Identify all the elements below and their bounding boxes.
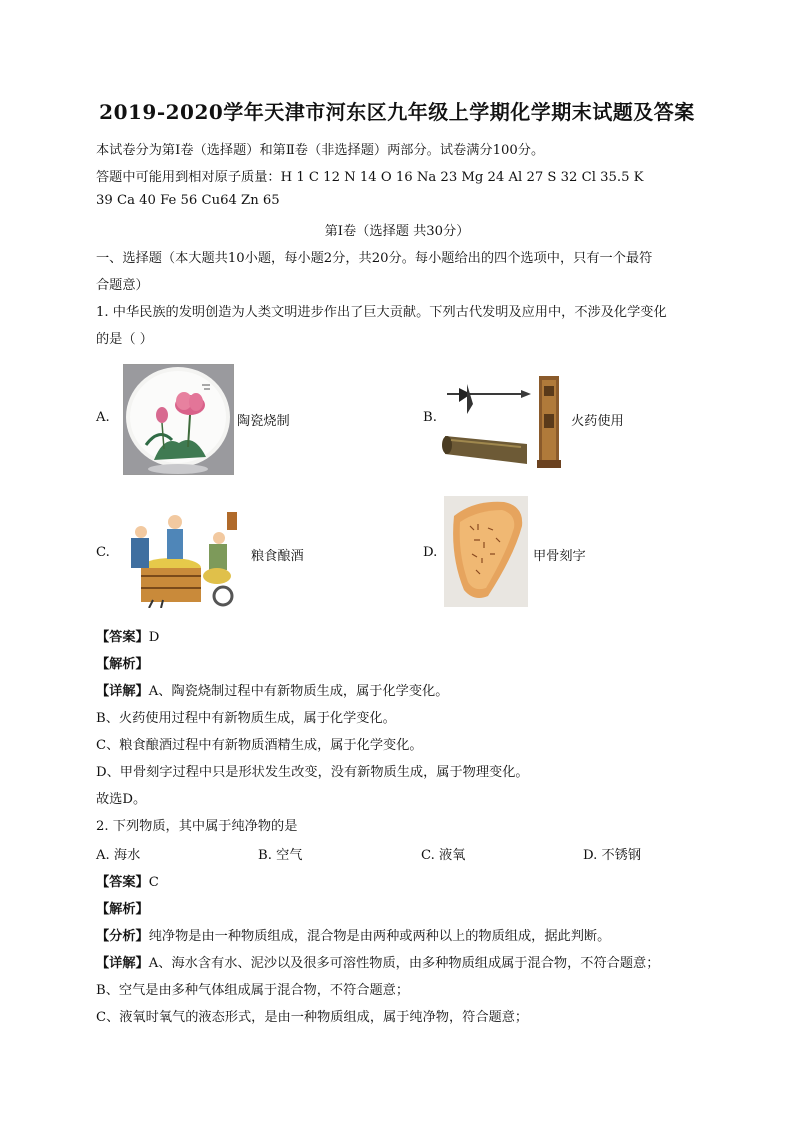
intro-line-3: 39 Ca 40 Fe 56 Cu64 Zn 65: [96, 193, 280, 208]
q2-option-b: [258, 844, 302, 863]
q2-stem: 2. 下列物质，其中属于纯净物的是: [96, 819, 298, 834]
q1-option-a-letter: A.: [96, 410, 110, 425]
q1-stem-line-2: 的是（ ）: [96, 332, 153, 347]
q2-option-d-letter: D.: [583, 848, 598, 863]
q1-answer-value: D: [148, 630, 160, 645]
q2-fenxi-text: 纯净物是由一种物质组成，混合物是由两种或两种以上的物质组成，据此判断。: [148, 929, 611, 944]
q2-option-a-text: 海水: [113, 848, 141, 863]
q2-option-c-text: 液氧: [439, 848, 466, 863]
q2-detail-a: [96, 952, 659, 971]
q2-option-c-letter: C.: [421, 848, 435, 863]
wine-brewing-image: [123, 500, 239, 608]
q1-detail-a: [96, 680, 448, 699]
q2-option-d-text: 不锈钢: [601, 848, 642, 863]
q1-option-a-label: 陶瓷烧制: [237, 414, 290, 429]
q1-answer-line: [96, 626, 159, 645]
q1-option-b-label: 火药使用: [571, 414, 624, 429]
q2-fenxi: [96, 925, 610, 944]
fenxi-tag: 【分析】: [96, 929, 149, 944]
q1-conclusion: 故选D。: [96, 792, 147, 807]
q1-detail-d: D、甲骨刻字过程中只是形状发生改变，没有新物质生成，属于物理变化。: [96, 765, 529, 780]
q2-option-c: [421, 844, 465, 863]
document-title: 2019-2020学年天津市河东区九年级上学期化学期末试题及答案: [99, 100, 695, 124]
q2-option-a-letter: A.: [96, 848, 110, 863]
q1-analysis-tag: [96, 653, 149, 672]
intro-line-2: 答题中可能用到相对原子质量：H 1 C 12 N 14 O 16 Na 23 Mg 24 Al 27 S 32 Cl 35.5 K: [96, 170, 644, 185]
q1-detail-b: B、火药使用过程中有新物质生成，属于化学变化。: [96, 711, 396, 726]
analysis-tag: 【解析】: [96, 902, 149, 917]
detail-tag: 【详解】: [96, 684, 149, 699]
answer-tag: 【答案】: [96, 875, 149, 890]
section1-line-2: 合题意）: [96, 278, 149, 293]
answer-tag: 【答案】: [96, 630, 149, 645]
q1-option-d-label: 甲骨刻字: [533, 549, 586, 564]
q2-answer-line: [96, 871, 159, 890]
q2-answer-value: C: [148, 875, 159, 890]
analysis-tag: 【解析】: [96, 657, 149, 672]
q2-detail-b: B、空气是由多种气体组成属于混合物，不符合题意；: [96, 983, 410, 998]
detail-tag: 【详解】: [96, 956, 149, 971]
q1-option-d-letter: D.: [423, 545, 438, 560]
q1-option-b-letter: B.: [423, 410, 437, 425]
gunpowder-artifacts-image: [441, 374, 567, 470]
q1-detail-c: C、粮食酿酒过程中有新物质酒精生成，属于化学变化。: [96, 738, 423, 753]
q1-stem-line-1: 1. 中华民族的发明创造为人类文明进步作出了巨大贡献。下列古代发明及应用中，不涉及化学变化: [96, 305, 667, 320]
q2-option-a: [96, 844, 140, 863]
q2-option-b-text: 空气: [276, 848, 303, 863]
section1-line-1: 一、选择题（本大题共10小题，每小题2分，共20分。每小题给出的四个选项中，只有一个最符: [96, 251, 653, 266]
q2-analysis-tag: [96, 898, 149, 917]
part1-heading: 第Ⅰ卷（选择题 共30分）: [324, 224, 470, 239]
q2-option-d: [583, 844, 641, 863]
q2-option-b-letter: B.: [258, 848, 272, 863]
q1-option-c-label: 粮食酿酒: [251, 549, 304, 564]
q1-detail-a-text: A、陶瓷烧制过程中有新物质生成，属于化学变化。: [148, 684, 449, 699]
intro-line-1: 本试卷分为第Ⅰ卷（选择题）和第Ⅱ卷（非选择题）两部分。试卷满分100分。: [96, 143, 545, 158]
q2-detail-a-text: A、海水含有水、泥沙以及很多可溶性物质，由多种物质组成属于混合物，不符合题意；: [148, 956, 660, 971]
oracle-bone-image: [444, 496, 528, 607]
q1-option-c-letter: C.: [96, 545, 110, 560]
porcelain-plate-image: [123, 364, 234, 475]
q2-detail-c: C、液氧时氧气的液态形式，是由一种物质组成，属于纯净物，符合题意；: [96, 1010, 529, 1025]
